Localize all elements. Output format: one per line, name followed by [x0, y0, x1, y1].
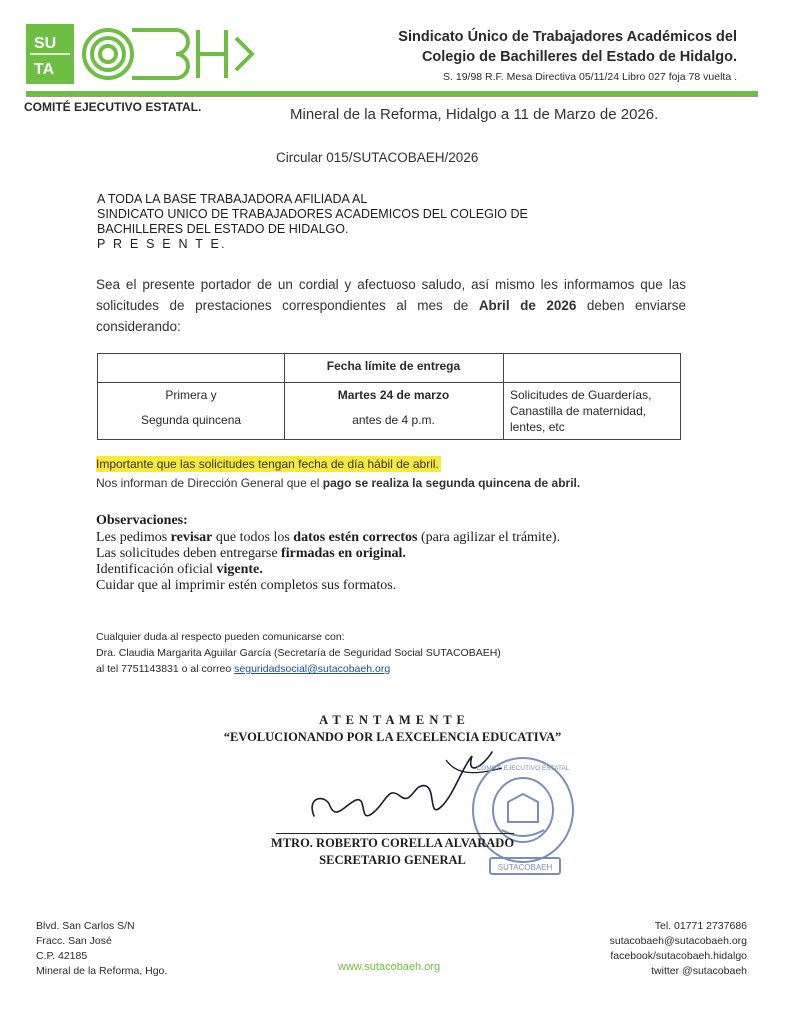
sutacobaeh-logo — [26, 24, 256, 84]
contact-person: Dra. Claudia Margarita Aguilar García (Secretaría de Seguridad Social SUTACOBAEH) — [96, 647, 501, 659]
signature-line — [276, 833, 514, 834]
table-row-label-1: Primera y — [165, 388, 217, 402]
org-name-line-1: Sindicato Único de Trabajadores Académicos del — [398, 29, 737, 45]
footer-facebook[interactable]: facebook/sutacobaeh.hidalgo — [610, 950, 747, 962]
contact-phone-email: al tel 7751143831 o al correo seguridadsocial@sutacobaeh.org — [96, 663, 391, 675]
footer-address-2: Fracc. San José — [36, 935, 112, 947]
logo-text-su: SU — [34, 35, 57, 52]
table-deadline: Martes 24 de marzo — [337, 388, 450, 402]
signer-name: MTRO. ROBERTO CORELLA ALVARADO — [270, 836, 515, 850]
addressee-line-3: BACHILLERES DEL ESTADO DE HIDALGO. — [97, 222, 349, 236]
contact-email-link[interactable]: seguridadsocial@sutacobaeh.org — [234, 663, 391, 675]
observations-title: Observaciones: — [96, 513, 188, 528]
inform-text: Nos informan de Dirección General que el — [96, 476, 323, 490]
table-items-2: Canastilla de maternidad, — [510, 404, 647, 418]
addressee-line-1: A TODA LA BASE TRABAJADORA AFILIADA AL — [97, 192, 368, 206]
footer-twitter[interactable]: twitter @sutacobaeh — [651, 965, 747, 977]
table-items-3: lentes, etc — [510, 420, 565, 434]
table-deadline-time: antes de 4 p.m. — [352, 413, 435, 427]
intro-text-1: Sea el presente portador de un cordial y afectuoso saludo, así mismo les informamos que las solicitudes de prestaciones correspondientes al mes de — [96, 277, 686, 313]
table-header: Fecha límite de entrega — [326, 359, 461, 373]
stamp-bottom-text: SUTACOBAEH — [497, 863, 553, 872]
registration-info: S. 19/98 R.F. Mesa Directiva 05/11/24 Libro 027 foja 78 vuelta . — [443, 71, 737, 83]
footer-email[interactable]: sutacobaeh@sutacobaeh.org — [609, 935, 747, 947]
closing-motto: “EVOLUCIONANDO POR LA EXCELENCIA EDUCATIVA” — [223, 730, 562, 744]
observation-4: Cuidar que al imprimir estén completos sus formatos. — [96, 578, 397, 593]
stamp-top-text: COMITÉ EJECUTIVO ESTATAL — [476, 765, 570, 772]
footer-address-3: C.P. 42185 — [36, 950, 88, 962]
org-name-line-2: Colegio de Bachilleres del Estado de Hidalgo. — [421, 49, 737, 65]
addressee-line-2: SINDICATO UNICO DE TRABAJADORES ACADEMICOS DEL COLEGIO DE — [97, 207, 528, 221]
footer-address-1: Blvd. San Carlos S/N — [36, 920, 135, 932]
observation-1: Les pedimos revisar que todos los datos estén correctos (para agilizar el trámite). — [96, 530, 561, 545]
signer-position: SECRETARIO GENERAL — [319, 853, 466, 867]
payment-notice — [96, 476, 580, 490]
table-items-1: Solicitudes de Guarderías, — [510, 388, 652, 402]
intro-text-2: deben enviarse considerando: — [96, 298, 686, 334]
closing-atentamente: A T E N T A M E N T E — [319, 713, 466, 727]
table-row-label-2: Segunda quincena — [140, 413, 242, 427]
footer-website[interactable]: www.sutacobaeh.org — [338, 961, 441, 973]
important-note: Importante que las solicitudes tengan fecha de día hábil de abril. — [96, 457, 439, 471]
observation-2: Las solicitudes deben entregarse firmadas en original. — [96, 546, 406, 561]
addressee-presente: P R E S E N T E. — [97, 237, 227, 251]
committee-label: COMITÉ EJECUTIVO ESTATAL. — [24, 100, 202, 114]
deadline-table — [97, 353, 681, 440]
footer-phone: Tel. 01771 2737686 — [654, 920, 747, 932]
circular-number: Circular 015/SUTACOBAEH/2026 — [276, 150, 479, 165]
place-date: Mineral de la Reforma, Hidalgo a 11 de Marzo de 2026. — [290, 106, 659, 123]
footer-address-4: Mineral de la Reforma, Hgo. — [36, 965, 168, 977]
inform-bold: pago se realiza la segunda quincena de abril. — [322, 476, 581, 490]
logo-text-ta: TA — [34, 61, 55, 78]
header-divider-thin — [26, 96, 758, 97]
contact-intro: Cualquier duda al respecto pueden comunicarse con: — [96, 631, 345, 643]
intro-month: Abril de 2026 — [478, 298, 577, 313]
observation-3: Identificación oficial vigente. — [96, 562, 263, 577]
intro-paragraph — [96, 274, 686, 337]
